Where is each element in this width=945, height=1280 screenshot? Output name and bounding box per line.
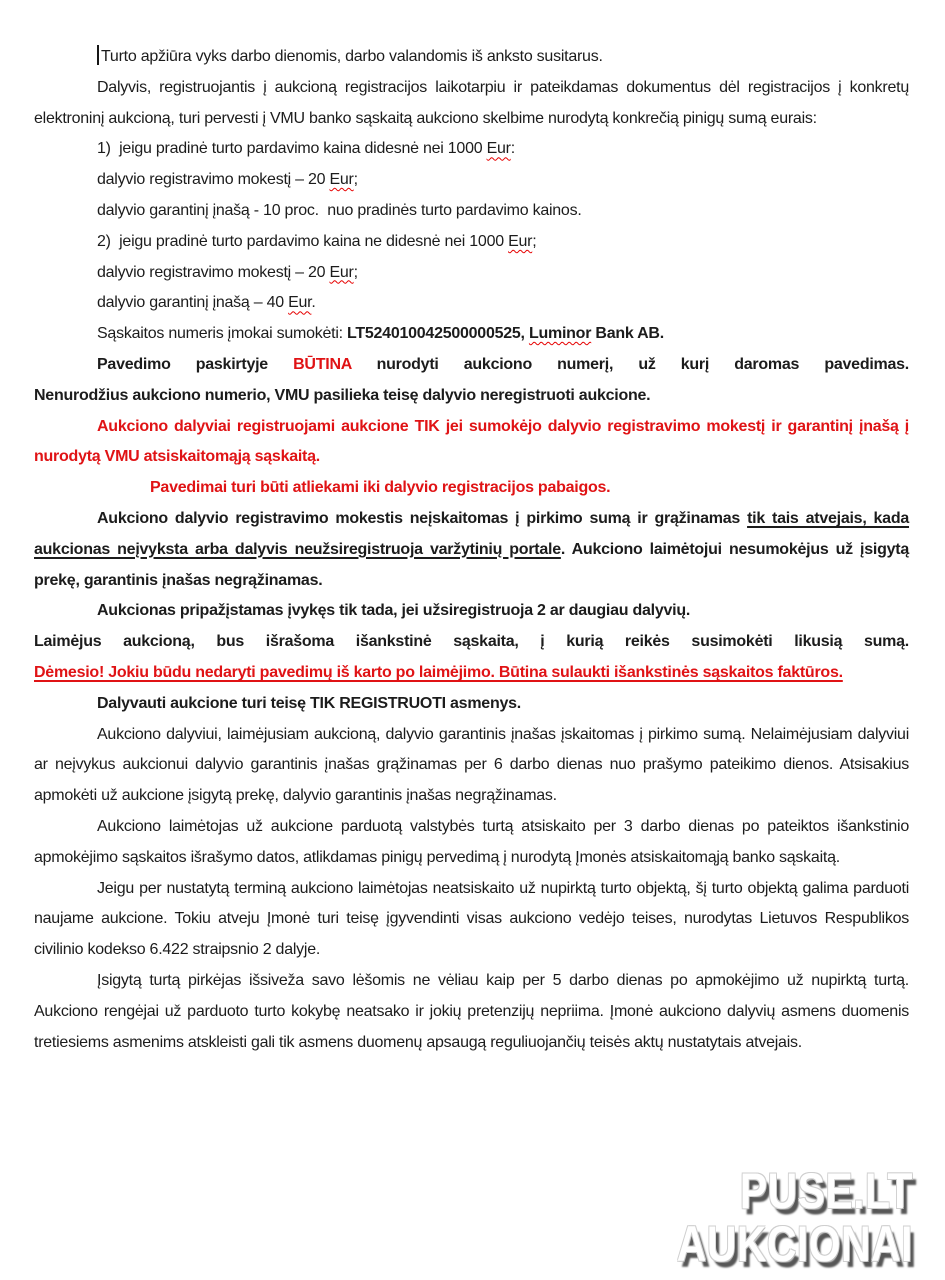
list-item-4-text: 2) jeigu pradinė turto pardavimo kaina ne didesnė nei 1000 — [97, 232, 509, 250]
red-register-text: Aukciono dalyviai registruojami aukcione TIK jei sumokėjo dalyvio registravimo mokestį ir garantinį įnašą į nurodytą VMU atsiskaitomąją sąskaitą. — [34, 417, 909, 466]
watermark-line2: AUKCIONAI — [676, 1215, 913, 1272]
registration-fee-underlined: tik tais atvejais, kada aukcionas neįvyksta arba dalyvis neužsiregistruoja varžytinių portale — [34, 509, 910, 558]
paragraph-registration-fee — [34, 504, 909, 596]
pickup-text: Įsigytą turtą pirkėjas išsiveža savo lėšomis ne vėliau kaip per 5 darbo dienas po apmokėjimo už nupirktą turtą. Aukciono rengėjai už parduoto turto kokybę neatsako ir jokių pretenzijų nepriima. Įmonė aukciono dalyvių asmens duomenis tretiesiems asmenims atskleisti gali tik asmens duomenų apsaugą reguliuojančių teisės aktų nustatytais atvejais. — [34, 971, 909, 1051]
list-item-2 — [34, 165, 909, 196]
paragraph-settlement — [34, 812, 909, 874]
paragraph-payment-purpose — [34, 350, 909, 381]
list-item-6-text: dalyvio garantinį įnašą – 40 — [97, 294, 289, 312]
account-number: LT524010042500000525, — [347, 325, 529, 343]
paragraph-inspection — [34, 42, 909, 73]
paragraph-pickup — [34, 966, 909, 1058]
watermark-line1: PUSE.LT — [740, 1163, 913, 1219]
paragraph-registration — [34, 73, 909, 135]
paragraph-inspection-text: Turto apžiūra vyks darbo dienomis, darbo valandomis iš anksto susitarus. — [101, 48, 603, 65]
paragraph-resale — [34, 874, 909, 966]
bank-name: Luminor — [528, 325, 592, 343]
list-item-1-text: 1) jeigu pradinė turto pardavimo kaina didesnė nei 1000 — [97, 140, 487, 158]
list-item-4 — [34, 227, 909, 258]
payment-purpose-post: nurodyti aukciono numerį, už kurį daromas pavedimas. — [351, 355, 910, 373]
invoice-text: Laimėjus aukcioną, bus išrašoma išankstinė sąskaita, į kurią reikės susimokėti likusią sumą. — [34, 633, 909, 651]
paragraph-deposit — [34, 720, 909, 812]
paragraph-red-deadline — [34, 473, 909, 504]
list-item-4-eur: Eur — [508, 232, 533, 250]
list-item-6-eur: Eur — [288, 294, 312, 312]
list-item-2-eur: Eur — [329, 171, 354, 189]
list-item-6-tail: . — [311, 294, 316, 312]
registration-fee-pre: Aukciono dalyvio registravimo mokestis neįskaitomas į pirkimo sumą ir grąžinamas — [97, 509, 748, 527]
paragraph-account — [34, 319, 909, 350]
list-item-5-text: dalyvio registravimo mokestį – 20 — [97, 263, 330, 281]
account-label: Sąskaitos numeris įmokai sumokėti: — [97, 325, 348, 343]
list-item-5-tail: ; — [353, 263, 358, 281]
text-cursor — [97, 45, 99, 65]
paragraph-warning — [34, 658, 909, 689]
paragraph-valid-auction — [34, 596, 909, 627]
list-item-1-eur: Eur — [486, 140, 511, 158]
watermark — [625, 1165, 913, 1270]
paragraph-registered-only — [34, 689, 909, 720]
list-item-5 — [34, 258, 909, 289]
settlement-text: Aukciono laimėtojas už aukcione parduotą valstybės turtą atsiskaito per 3 darbo dienas po pateiktos išankstinio apmokėjimo sąskaitos išrašymo datos, atlikdamas pinigų pervedimą į nurodytą Įmonės atsiskaitomąją banko sąskaitą. — [34, 817, 909, 866]
payment-purpose-line2-text: Nenurodžius aukciono numerio, VMU pasilieka teisę dalyvio neregistruoti aukcione. — [34, 386, 651, 404]
payment-purpose-butina: BŪTINA — [293, 355, 352, 373]
list-item-4-tail: ; — [532, 232, 537, 250]
paragraph-red-register — [34, 412, 909, 474]
valid-auction-text: Aukcionas pripažįstamas įvykęs tik tada, jei užsiregistruoja 2 ar daugiau dalyvių. — [97, 602, 691, 620]
payment-purpose-pre: Pavedimo paskirtyje — [97, 355, 294, 373]
list-item-6 — [34, 288, 909, 319]
bank-suffix: Bank AB. — [591, 325, 664, 343]
paragraph-payment-purpose-line2 — [34, 381, 909, 412]
list-item-2-tail: ; — [353, 171, 358, 189]
deposit-text: Aukciono dalyviui, laimėjusiam aukcioną, dalyvio garantinis įnašas įskaitomas į pirkimo sumą. Nelaimėjusiam dalyviui ar neįvykus aukcionui dalyvio garantinis įnašas grąžinamas per 6 darbo dienas nuo prašymo pateikimo dienos. Atsisakius apmokėti už aukcione įsigytą prekę, dalyvio garantinis įnašas negrąžinamas. — [34, 725, 909, 805]
paragraph-registration-text: Dalyvis, registruojantis į aukcioną registracijos laikotarpiu ir pateikdamas dokumentus dėl registracijos į konkretų elektroninį aukcioną, turi pervesti į VMU banko sąskaitą aukciono skelbime nurodytą konkrečią pinigų sumą eurais: — [34, 78, 909, 127]
list-item-5-eur: Eur — [329, 263, 354, 281]
list-item-3-text: dalyvio garantinį įnašą - 10 proc. nuo pradinės turto pardavimo kainos. — [97, 201, 582, 219]
paragraph-invoice — [34, 627, 909, 658]
registered-only-text: Dalyvauti aukcione turi teisę TIK REGISTRUOTI asmenys. — [97, 694, 521, 712]
list-item-1-tail: : — [510, 140, 515, 158]
resale-text: Jeigu per nustatytą terminą aukciono laimėtojas neatsiskaito už nupirktą turto objektą, šį turto objektą galima parduoti naujame aukcione. Tokiu atveju Įmonė turi teisę įgyvendinti visas aukciono vedėjo teises, nurodytas Lietuvos Respublikos civilinio kodekso 6.422 straipsnio 2 dalyje. — [34, 879, 909, 959]
warning-text: Dėmesio! Jokiu būdu nedaryti pavedimų iš karto po laimėjimo. Būtina sulaukti išankstinės sąskaitos faktūros. — [34, 663, 843, 681]
registration-fee-post: . Aukciono laimėtojui nesumokėjus už įsigytą prekę, garantinis įnašas negrąžinamas. — [34, 540, 909, 589]
list-item-2-text: dalyvio registravimo mokestį – 20 — [97, 171, 330, 189]
list-item-3 — [34, 196, 909, 227]
list-item-1 — [34, 134, 909, 165]
red-deadline-text: Pavedimai turi būti atliekami iki dalyvio registracijos pabaigos. — [150, 479, 611, 497]
